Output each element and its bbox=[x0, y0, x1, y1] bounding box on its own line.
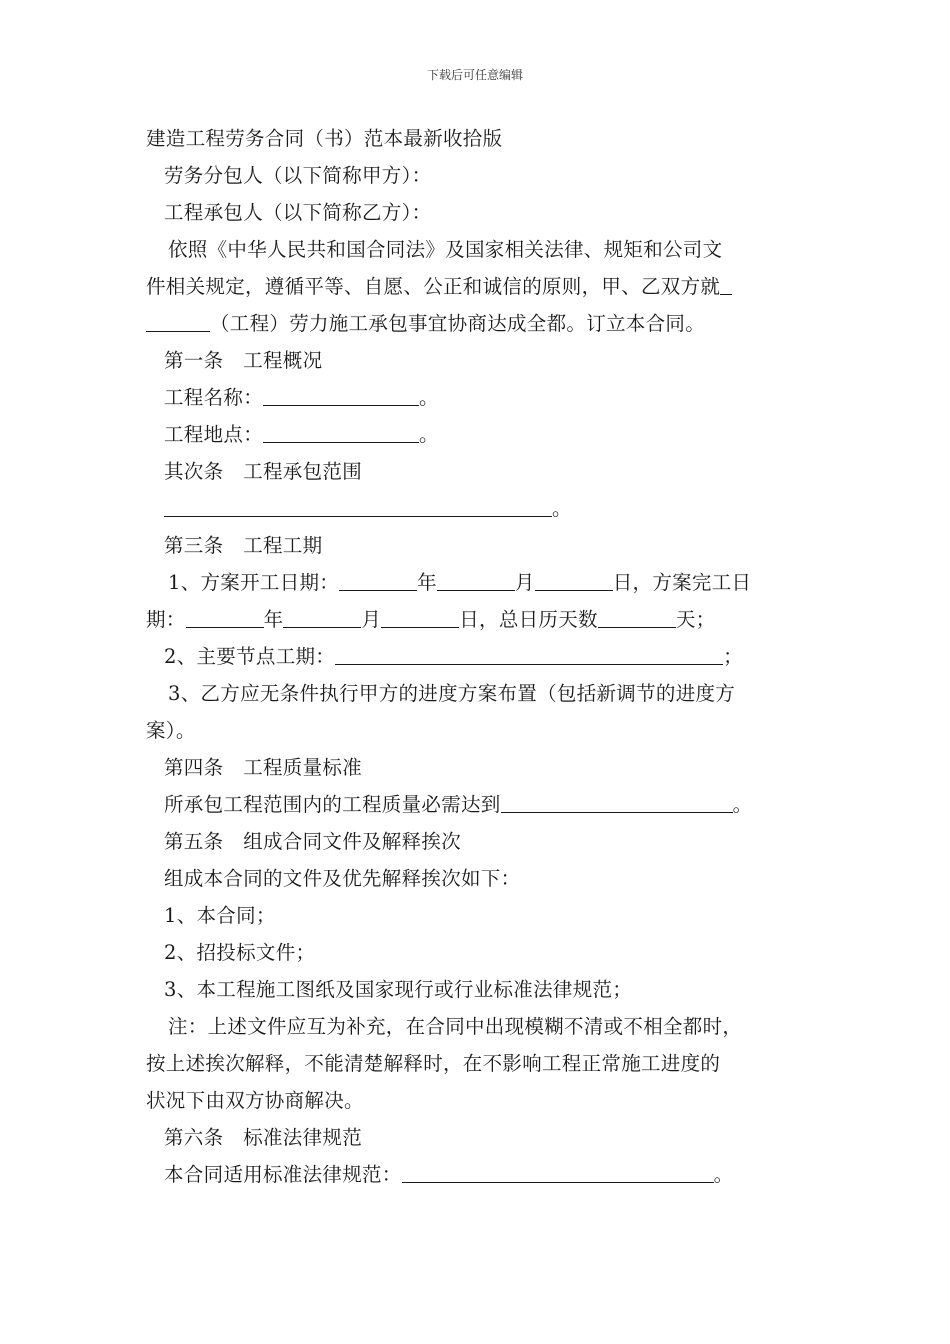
article-1-heading: 第一条 工程概况 bbox=[164, 349, 323, 372]
project-place-line: 工程地点： 。 bbox=[164, 423, 439, 446]
party-a-line: 劳务分包人（以下简称甲方）： bbox=[164, 164, 432, 187]
schedule-line-2: 期： 年 月 日，总日历天数 天； bbox=[146, 608, 716, 631]
doc-item-2: 2、招投标文件； bbox=[164, 941, 316, 964]
article-5-heading: 第五条 组成合同文件及解释挨次 bbox=[164, 830, 462, 853]
note-line-3: 状况下由双方协商解决。 bbox=[146, 1089, 364, 1112]
quality-line: 所承包工程范围内的工程质量必需达到 。 bbox=[164, 793, 753, 816]
end-day-blank[interactable] bbox=[381, 608, 459, 629]
document-title: 建造工程劳务合同（书）范本最新收拾版 bbox=[146, 127, 503, 150]
law-blank[interactable] bbox=[402, 1163, 714, 1184]
party-b-line: 工程承包人（以下简称乙方）： bbox=[164, 201, 432, 224]
milestone-line: 2、主要节点工期： ； bbox=[164, 645, 743, 668]
preamble-line-2: 件相关规定，遵循平等、自愿、公正和诚信的原则，甲、乙双方就 bbox=[146, 268, 810, 305]
preamble-line-1: 依照《中华人民共和国合同法》及国家相关法律、规矩和公司文 bbox=[168, 238, 723, 261]
schedule-line-1: 1、方案开工日期： 年 月 日，方案完工日 bbox=[168, 571, 752, 594]
note-line-1: 注：上述文件应互为补充，在合同中出现模糊不清或不相全都时， bbox=[168, 1015, 743, 1038]
progress-line-2: 案）。 bbox=[146, 719, 196, 742]
article-4-heading: 第四条 工程质量标准 bbox=[164, 756, 363, 779]
project-blank-a[interactable] bbox=[720, 275, 732, 296]
start-month-blank[interactable] bbox=[437, 571, 515, 592]
end-month-blank[interactable] bbox=[283, 608, 361, 629]
article-3-heading: 第三条 工程工期 bbox=[164, 534, 323, 557]
project-place-blank[interactable] bbox=[263, 423, 419, 444]
project-name-blank[interactable] bbox=[263, 386, 419, 407]
progress-line-1: 3、乙方应无条件执行甲方的进度方案布置（包括新调节的进度方 bbox=[168, 682, 736, 705]
preamble-line-3: （工程）劳力施工承包事宜协商达成全都。订立本合同。 bbox=[146, 305, 810, 342]
document-body bbox=[146, 120, 810, 1193]
law-line: 本合同适用标准法律规范： 。 bbox=[164, 1163, 734, 1186]
scope-line: 。 bbox=[146, 490, 810, 527]
start-day-blank[interactable] bbox=[535, 571, 613, 592]
project-blank-b[interactable] bbox=[146, 312, 210, 333]
project-name-line: 工程名称： 。 bbox=[164, 386, 439, 409]
doc-item-3: 3、本工程施工图纸及国家现行或行业标准法律规范； bbox=[164, 978, 633, 1001]
article-2-heading: 其次条 工程承包范围 bbox=[164, 460, 363, 483]
article-6-heading: 第六条 标准法律规范 bbox=[164, 1126, 363, 1149]
milestone-blank[interactable] bbox=[335, 645, 723, 666]
note-line-2: 按上述挨次解释，不能清楚解释时，在不影响工程正常施工进度的 bbox=[146, 1052, 721, 1075]
scope-blank[interactable] bbox=[164, 497, 552, 518]
order-intro: 组成本合同的文件及优先解释挨次如下： bbox=[164, 867, 521, 890]
total-days-blank[interactable] bbox=[598, 608, 676, 629]
doc-item-1: 1、本合同； bbox=[164, 904, 276, 927]
start-year-blank[interactable] bbox=[339, 571, 417, 592]
page-header: 下载后可任意编辑 bbox=[426, 68, 523, 82]
quality-blank[interactable] bbox=[501, 793, 733, 814]
end-year-blank[interactable] bbox=[186, 608, 264, 629]
